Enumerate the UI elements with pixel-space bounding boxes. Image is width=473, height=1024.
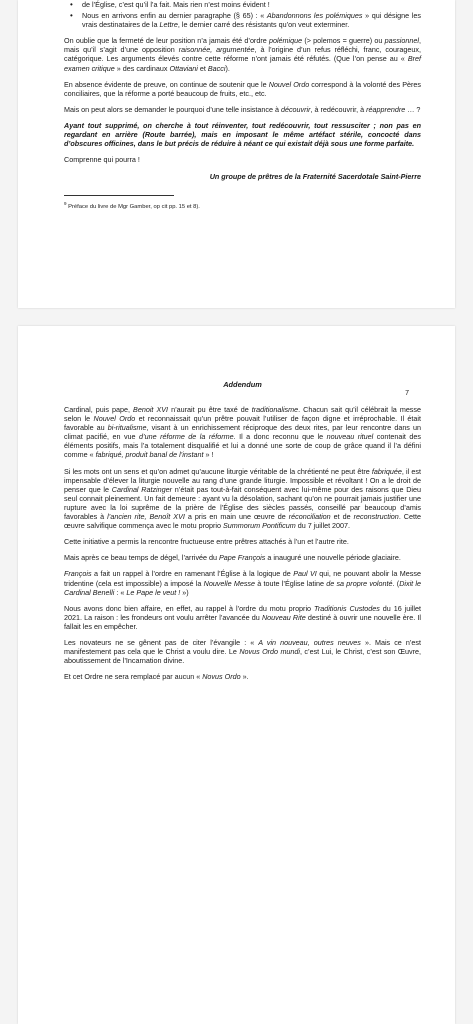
section-title: Addendum bbox=[223, 380, 262, 389]
bullet-list bbox=[64, 0, 421, 29]
signature: Un groupe de prêtres de la Fraternité Sacerdotale Saint-Pierre bbox=[209, 172, 421, 182]
document-page-1 bbox=[18, 0, 455, 308]
paragraph: Et cet Ordre ne sera remplacé par aucun « Novus Ordo ». bbox=[64, 672, 249, 682]
paragraph: On oublie que la fermeté de leur position n’a jamais été d’ordre polémique (> polemos = guerre) ou passionnel, mais qu’il s’agit d’une opposition raisonnée, argumentée, à l’origine d’un refus réfléchi, franc, courageux, catégorique. Les arguments élevés contre cette réforme n’ont jamais été réfutés. (Que l’on pense au « Bref examen critique » des cardinaux Ottaviani et Bacci). bbox=[64, 36, 421, 73]
paragraph: François a fait un rappel à l’ordre en ramenant l’Église à la logique de Paul VI qui, ne pouvant abolir la Messe tridentine (cela est impossible) a imposé la Nouvelle Messe à toute l’Église latine de sa propre volonté. (Dixit le Cardinal Benelli : « Le Pape le veut ! ») bbox=[64, 569, 422, 597]
bullet-item: • Nous en arrivons enfin au dernier paragraphe (§ 65) : « Abandonnons les polémiques » qui désigne les vrais destinataires de la Lettre, le dernier carré des résistants qu’on veut exterminer. bbox=[64, 11, 421, 29]
paragraph: Mais après ce beau temps de dégel, l’arrivée du Pape François a inauguré une nouvelle période glaciaire. bbox=[64, 553, 401, 563]
page-1-body bbox=[64, 0, 421, 211]
bullet-item: • de l’Église, c’est qu’il l’a fait. Mais rien n’est moins évident ! bbox=[64, 0, 421, 9]
paragraph: Mais on peut alors se demander le pourquoi d’une telle insistance à découvrir, à redécouvrir, à réapprendre … ? bbox=[64, 104, 421, 114]
paragraph: En absence évidente de preuve, on continue de soutenir que le Nouvel Ordo correspond à la volonté des Pères conciliaires, que la réforme a porté beaucoup de fruits, etc., etc. bbox=[64, 79, 421, 98]
footnote-rule bbox=[64, 195, 174, 196]
paragraph: Cardinal, puis pape, Benoit XVI n’aurait pu être taxé de traditionalisme. Chacun sait qu’il célébrait la messe selon le Nouvel Ordo et reconnaissait qu’un prêtre pouvait l’utiliser de façon digne et irréprochable. Il était favorable au bi-ritualisme, visant à un enrichissement réciproque des deux rites, par leur rencontre dans un climat pacifié, en vue d’une réforme de la réforme. Il a donc reconnu que le nouveau rituel contenait des éléments positifs, mais l’a totalement disqualifié et lui a donné une sorte de coup de grâce quand il l’a défini comme « fabriqué, produit banal de l’instant » ! bbox=[64, 405, 422, 460]
paragraph: Comprenne qui pourra ! bbox=[64, 155, 140, 165]
footnote: $^9$ Préface du livre de Mgr Gamber, op cit pp. 15 et 8). bbox=[64, 201, 200, 211]
paragraph: Nous avons donc bien affaire, en effet, au rappel à l’ordre du motu proprio Traditionis Custodes du 16 juillet 2021. La raison : les frondeurs ont voulu arrêter l’avancée du Nouveau Rite destiné à ouvrir une nouvelle ère. Il fallait les en empêcher. bbox=[64, 603, 421, 631]
page-number: 7 bbox=[405, 390, 409, 397]
document-page-2 bbox=[18, 326, 455, 1024]
bold-italic-paragraph: Ayant tout supprimé, on cherche à tout réinventer, tout redécouvrir, tout ressusciter ; non pas en regardant en arrière (Route barrée), mais en imposant le même artéfact stérile, concocté dans d’obscures officines, dans le but précis de réduire à néant ce qui existait déjà sous une forme parfaite. bbox=[64, 120, 421, 149]
paragraph: Les novateurs ne se gênent pas de citer l’évangile : « A vin nouveau, outres neuves ». Mais ce n’est manifestement pas cela que le Christ a voulu dire. Le Novus Ordo mundi, c’est Lui, le Christ, c’est son Œuvre, aboutissement de l’Incarnation divine. bbox=[64, 637, 422, 666]
paragraph: Cette initiative a permis la rencontre fructueuse entre prêtres attachés à l’un et l’autre rite. bbox=[64, 537, 349, 547]
paragraph: Si les mots ont un sens et qu’on admet qu’aucune liturgie véritable de la chrétienté ne peut être fabriquée, il est impensable d’élever la liturgie nouvelle au rang d’une grande liturgie. Impossible et révoltant ! On a le droit de penser que le Cardinal Ratzinger n’était pas tout-à-fait conséquent avec lui-même pour des raisons que Dieu seul connait pleinement. Un fait demeure : ayant vu la désolation, sachant qu’on ne pourrait jamais justifier une rupture avec la loi suprême de la prière de l’Église des siècles passés, conseillé par beaucoup d’amis favorables à l’ancien rite, Benoît XVI a pris en main une œuvre de réconciliation et de reconstruction. Cette œuvre salvifique commença avec le motu proprio Summorum Pontificum du 7 juillet 2007. bbox=[64, 466, 422, 531]
page-2-body bbox=[64, 380, 421, 681]
